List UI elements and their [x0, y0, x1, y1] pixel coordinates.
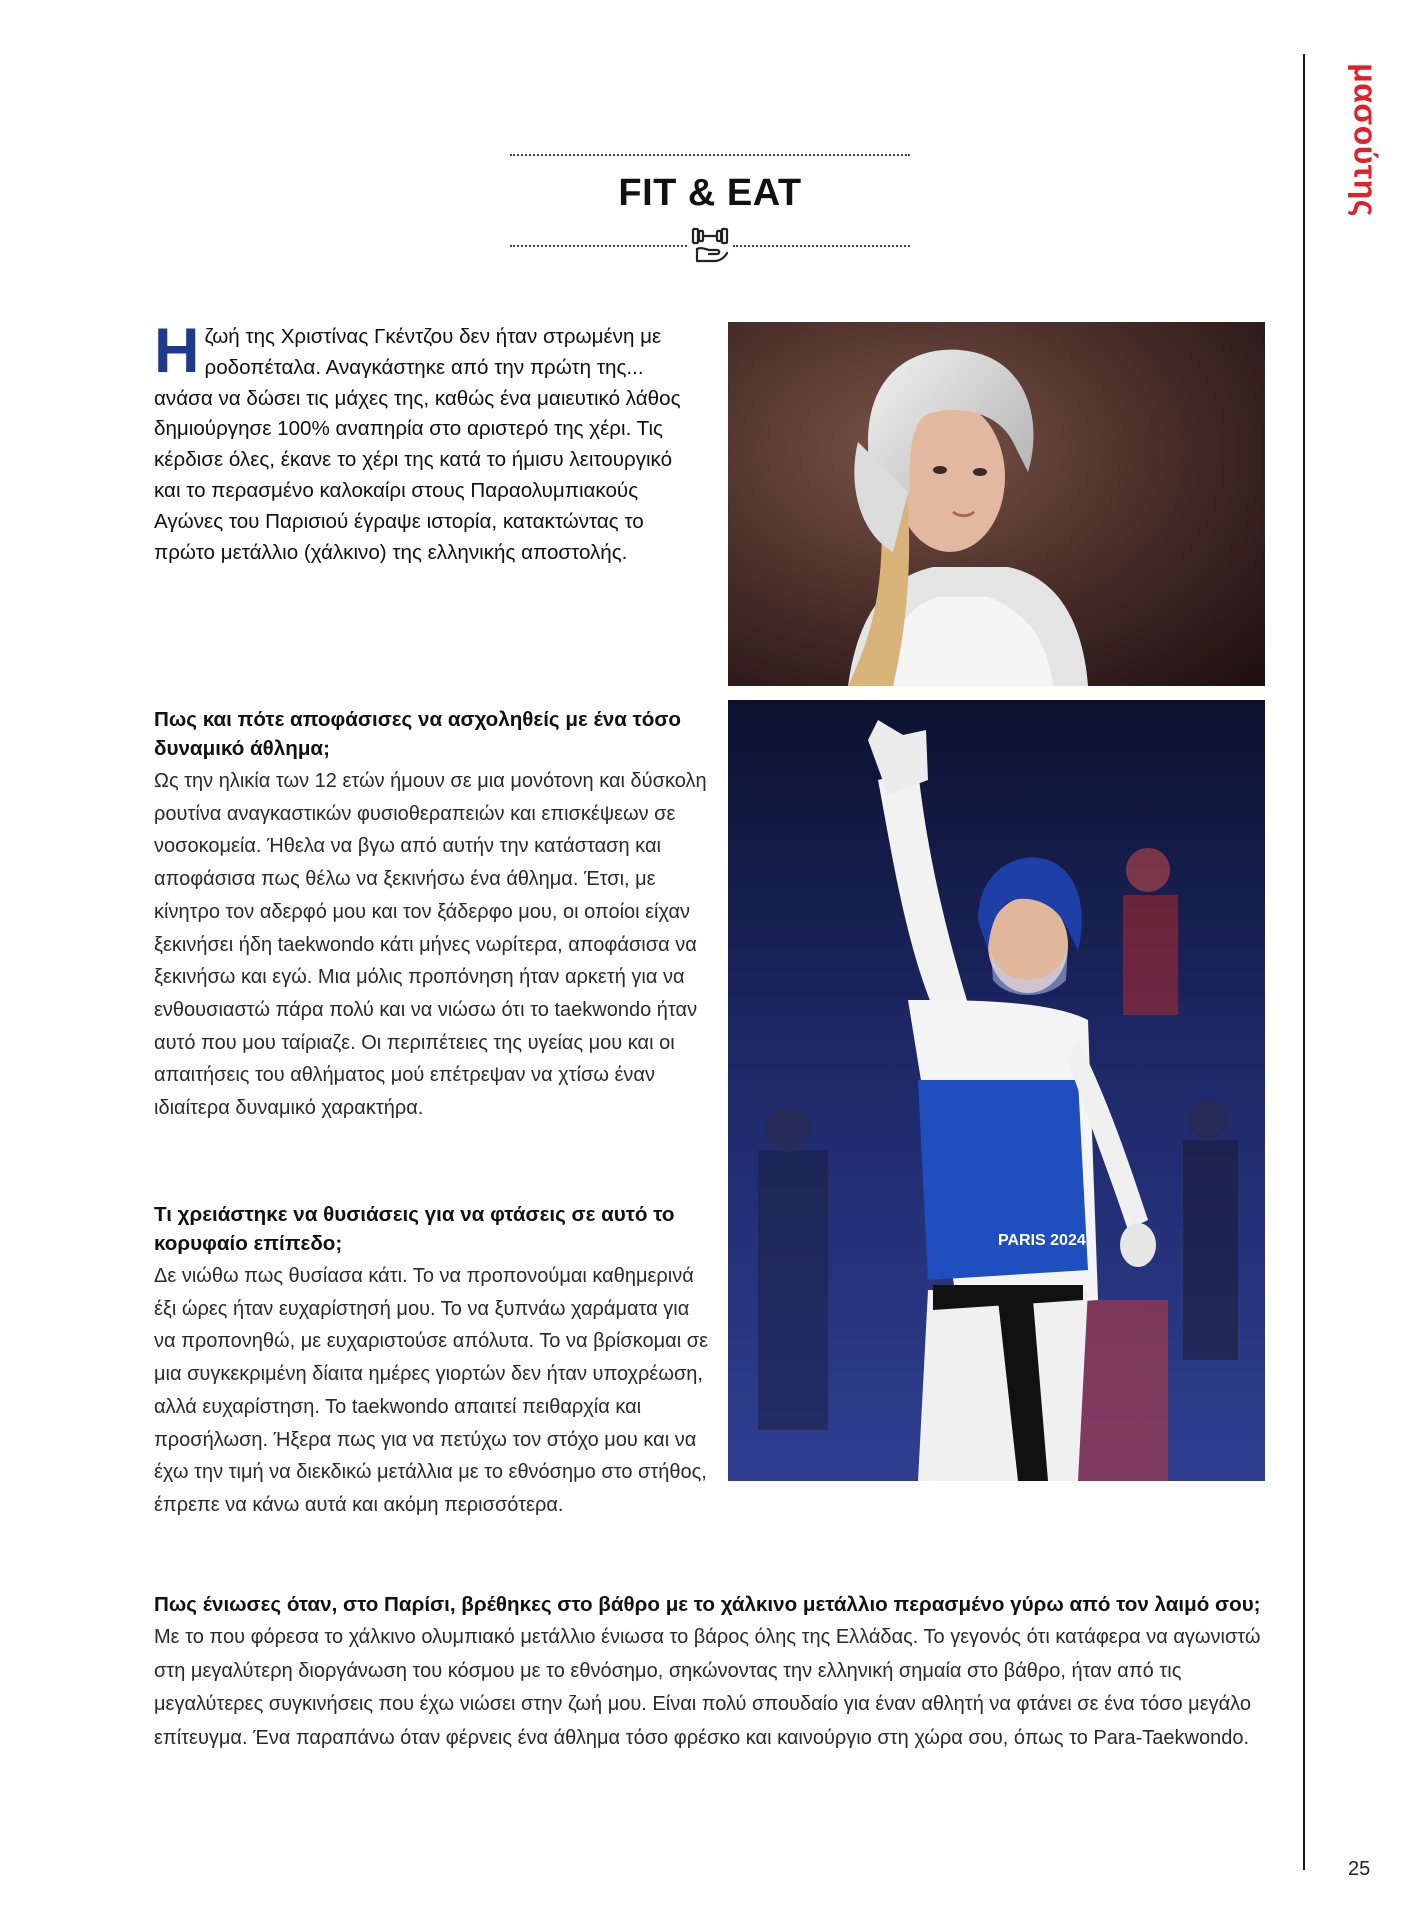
header-dots-left [510, 245, 687, 247]
question-3: Πως ένιωσες όταν, στο Παρίσι, βρέθηκες στο βάθρο με το χάλκινο μετάλλιο περασμένο γύρω από τον λαιμό σου; [154, 1593, 1261, 1616]
question-2: Τι χρειάστηκε να θυσιάσεις για να φτάσεις σε αυτό το κορυφαίο επίπεδο; [154, 1203, 675, 1255]
answer-2: Δε νιώθω πως θυσίασα κάτι. Το να προπονούμαι καθημερινά έξι ώρες ήταν ευχαρίστησή μου. Το να ξυπνάω χαράματα για να προπονηθώ, με ευχαριστούσε απόλυτα. Το να βρίσκομαι σε μια συγκεκριμένη δίαιτα ημέρες γιορτών δεν ήταν υποχρέωση, αλλά ευχαρίστηση. Το taekwondo απαιτεί πειθαρχία και προσήλωση. Ήξερα πως για να πετύχω τον στόχο μου και να έχω την τιμή να διεκδικώ μετάλλια με το εθνόσημο στο στήθος, έπρεπε να κάνω αυτά και ακόμη περισσότερα. [154, 1265, 708, 1516]
question-1: Πως και πότε αποφάσισες να ασχοληθείς με ένα τόσο δυναμικό άθλημα; [154, 708, 682, 760]
answer-1: Ως την ηλικία των 12 ετών ήμουν σε μια μονότονη και δύσκολη ρουτίνα αναγκαστικών φυσιοθεραπειών και επισκέψεων σε νοσοκομεία. Ήθελα να βγω από αυτήν την κατάσταση και αποφάσισα πως θέλω να ξεκινήσω ένα άθλημα. Έτσι, με κίνητρο τον αδερφό μου και τον ξάδερφο μου, οι οποίοι είχαν ξεκινήσει ήδη taekwondo κάτι μήνες νωρίτερα, αποφάσισα να ξεκινήσω και εγώ. Μια μόλις προπόνηση ήταν αρκετή για να ενθουσιαστώ πάρα πολύ και να νιώσω ότι το taekwondo ήταν αυτό που μου ταίριαζε. Οι περιπέτειες της υγείας μου και οι απαιτήσεις του αθλήματος μού επέτρεψαν να χτίσω έναν ιδιαίτερα δυναμικό χαρακτήρα. [154, 770, 707, 1120]
vest-text: PARIS 2024 [998, 1232, 1086, 1249]
intro-paragraph [154, 316, 694, 568]
page-number: 25 [1348, 1858, 1371, 1880]
brand-logo-text: μασούτης [1347, 63, 1384, 217]
section-title: FIT & EAT [618, 172, 802, 214]
drop-cap: Η [154, 316, 200, 386]
intro-text: ζωή της Χριστίνας Γκέντζου δεν ήταν στρωμένη με ροδοπέταλα. Αναγκάστηκε από την πρώτη της... ανάσα να δώσει τις μάχες της, καθώς ένα μαιευτικό λάθος δημιούργησε 100% αναπηρία στο αριστερό της χέρι. Τις κέρδισε όλες, έκανε το χέρι της κατά το ήμισυ λειτουργικό και το περασμένο καλοκαίρι στους Παραολυμπιακούς Αγώνες του Παρισιού έγραψε ιστορία, κατακτώντας το πρώτο μετάλλιο (χάλκινο) της ελληνικής αποστολής. [154, 325, 681, 564]
header-dots-top [510, 154, 910, 156]
header-dots-right [733, 245, 910, 247]
qa-block-3 [154, 1590, 1264, 1755]
vertical-divider [1303, 54, 1305, 1870]
portrait-photo [728, 322, 1265, 686]
qa-block-2 [154, 1200, 714, 1522]
answer-3: Με το που φόρεσα το χάλκινο ολυμπιακό μετάλλιο ένιωσα το βάρος όλης της Ελλάδας. Το γεγονός ότι κατάφερα να αγωνιστώ στη μεγαλύτερη διοργάνωση του κόσμου με το εθνόσημο, σηκώνοντας την ελληνική σημαία στο βάθρο, ήταν από τις μεγαλύτερες συγκινήσεις που έχω νιώσει στην ζωή μου. Είναι πολύ σπουδαίο για έναν αθλητή να φτάνει σε ένα τόσο μεγάλο επίτευγμα. Ένα παραπάνω όταν φέρνεις ένα άθλημα τόσο φρέσκο και καινούργιο στη χώρα σου, όπως το Para-Taekwondo. [154, 1626, 1261, 1749]
brand-logo [1330, 45, 1400, 235]
action-photo [728, 700, 1265, 1481]
dumbbell-hand-icon [687, 225, 733, 267]
qa-block-1 [154, 705, 714, 1125]
